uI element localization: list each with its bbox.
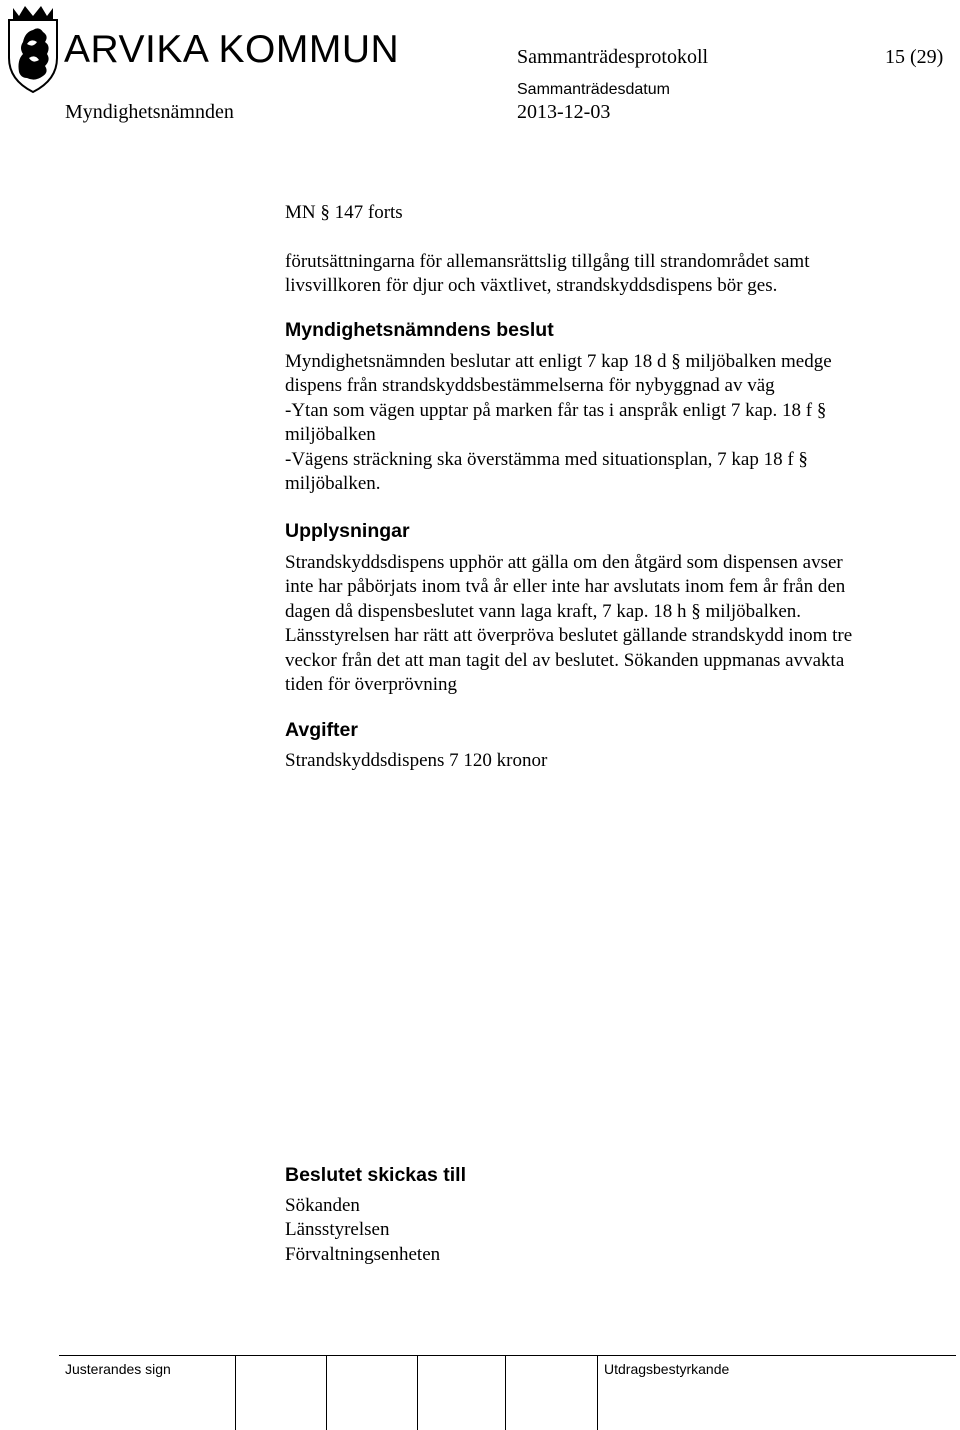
list-item: Sökanden bbox=[285, 1195, 360, 1216]
signature-cell-divider bbox=[326, 1356, 327, 1430]
text-line: livsvillkoren för djur och växtlivet, strandskyddsdispens bör ges. bbox=[285, 275, 778, 297]
fees-text: Strandskyddsdispens 7 120 kronor bbox=[285, 750, 548, 771]
distribution-heading: Beslutet skickas till bbox=[285, 1164, 467, 1186]
text-line: Strandskyddsdispens upphör att gälla om den åtgärd som dispensen avser bbox=[285, 552, 843, 573]
committee-name: Myndighetsnämnden bbox=[65, 101, 234, 123]
text-line: veckor från det att man tagit del av beslutet. Sökanden uppmanas avvakta bbox=[285, 649, 845, 671]
meeting-date-label: Sammanträdesdatum bbox=[517, 81, 670, 98]
signature-cell-divider bbox=[235, 1356, 236, 1430]
coat-of-arms-icon bbox=[5, 2, 61, 94]
text-line: förutsättningarna för allemansrättslig tillgång till strandområdet samt bbox=[285, 251, 810, 272]
text-line: miljöbalken bbox=[285, 424, 376, 446]
text-line: dagen då dispensbeslutet vann laga kraft, 7 kap. 18 h § miljöbalken. bbox=[285, 600, 802, 622]
decision-paragraph bbox=[285, 350, 832, 496]
signature-cell-divider bbox=[597, 1356, 598, 1430]
notes-paragraph bbox=[285, 551, 852, 697]
decision-heading: Myndighetsnämndens beslut bbox=[285, 319, 554, 341]
signature-label: Justerandes sign bbox=[65, 1361, 171, 1377]
signature-cell-divider bbox=[505, 1356, 506, 1430]
signature-cell-divider bbox=[417, 1356, 418, 1430]
org-name: ARVIKA KOMMUN bbox=[64, 28, 400, 71]
text-line: Länsstyrelsen har rätt att överpröva beslutet gällande strandskydd inom tre bbox=[285, 625, 853, 647]
notes-heading: Upplysningar bbox=[285, 520, 410, 542]
text-line: Myndighetsnämnden beslutar att enligt 7 kap 18 d § miljöbalken medge bbox=[285, 351, 832, 372]
page-number: 15 (29) bbox=[885, 46, 944, 68]
intro-paragraph bbox=[285, 250, 809, 299]
list-item: Länsstyrelsen bbox=[285, 1219, 390, 1241]
text-line: -Ytan som vägen upptar på marken får tas i anspråk enligt 7 kap. 18 f § bbox=[285, 399, 827, 421]
list-item: Förvaltningsenheten bbox=[285, 1243, 441, 1265]
document-type: Sammanträdesprotokoll bbox=[517, 46, 709, 68]
text-line: inte har påbörjats inom två år eller inte har avslutats inom fem år från den bbox=[285, 576, 846, 598]
fees-heading: Avgifter bbox=[285, 719, 358, 741]
text-line: -Vägens sträckning ska överstämma med situationsplan, 7 kap 18 f § bbox=[285, 448, 808, 470]
section-reference: MN § 147 forts bbox=[285, 202, 403, 223]
text-line: dispens från strandskyddsbestämmelserna för nybyggnad av väg bbox=[285, 375, 775, 397]
certification-label: Utdragsbestyrkande bbox=[604, 1361, 730, 1377]
meeting-date: 2013-12-03 bbox=[517, 101, 611, 123]
distribution-list bbox=[285, 1194, 440, 1267]
text-line: miljöbalken. bbox=[285, 473, 381, 495]
text-line: tiden för överprövning bbox=[285, 674, 458, 696]
footer-divider bbox=[59, 1355, 956, 1356]
